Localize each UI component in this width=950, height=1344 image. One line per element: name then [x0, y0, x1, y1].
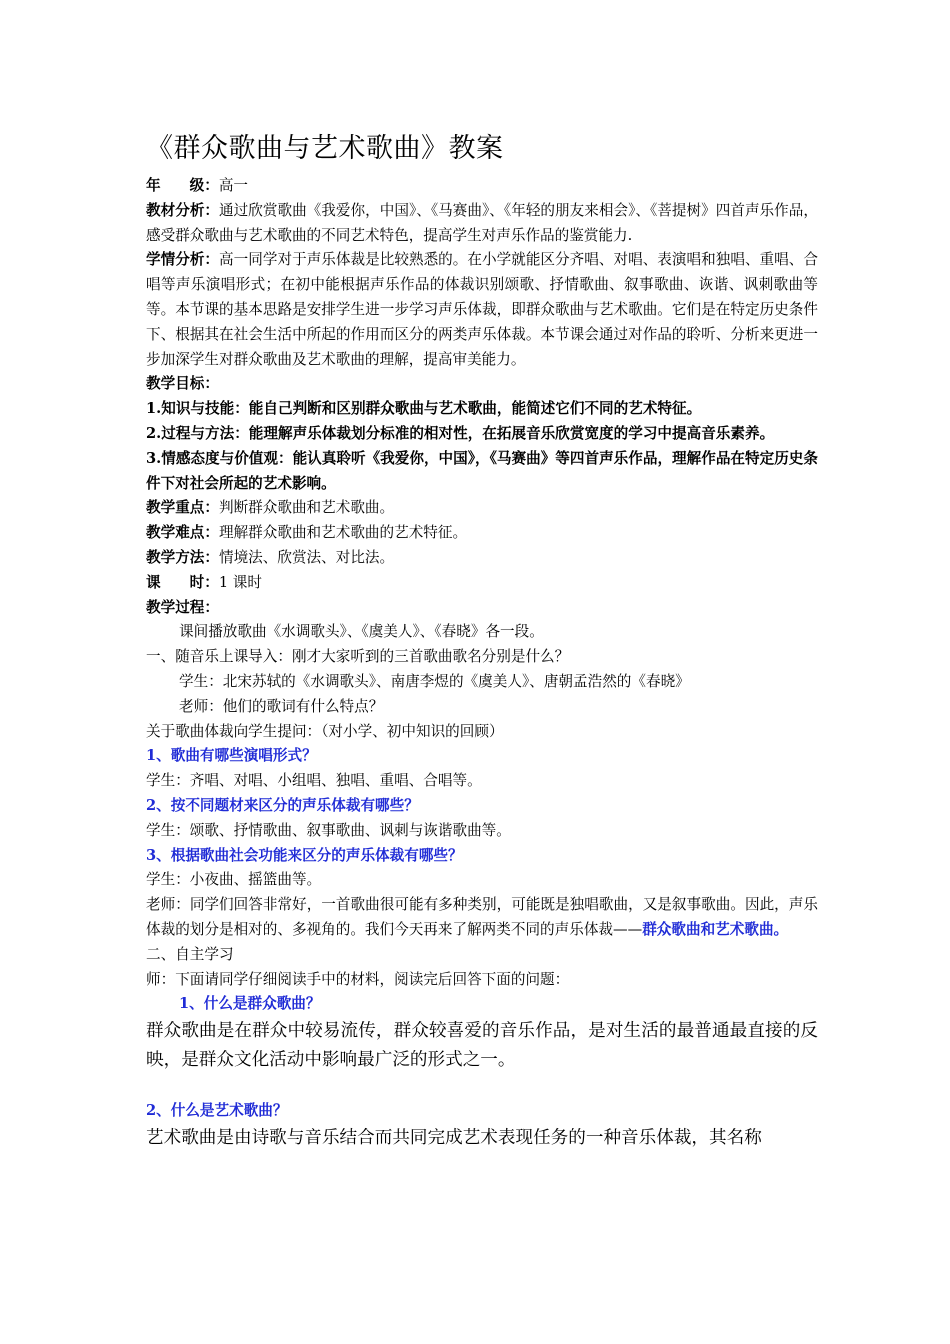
- student-answer: 学生：北宋苏轼的《水调歌头》、南唐李煜的《虞美人》、唐朝孟浩然的《春晓》: [179, 672, 690, 690]
- material-analysis: [146, 199, 818, 249]
- sub-question-2: 2、什么是艺术歌曲？: [146, 1102, 288, 1120]
- teacher-summary-text: 老师：同学们回答非常好，一首歌曲很可能有多种类别，可能既是独唱歌曲，又是叙事歌曲。因此，声乐体裁的划分是相对的、多视角的。我们今天再来了解两类不同的声乐体裁——: [146, 896, 818, 938]
- goals-heading: 教学目标：: [146, 375, 219, 393]
- key-label: 教学重点：: [146, 499, 219, 517]
- students-label: 学情分析：: [146, 251, 220, 269]
- question-1: 1、歌曲有哪些演唱形式？: [146, 747, 317, 765]
- teacher-question: 老师：他们的歌词有什么特点？: [179, 697, 384, 715]
- material-text: 通过欣赏歌曲《我爱你，中国》、《马赛曲》、《年轻的朋友来相会》、《菩提树》四首声乐作品，感受群众歌曲与艺术歌曲的不同艺术特色，提高学生对声乐作品的鉴赏能力.: [146, 201, 818, 244]
- document-title: 《群众歌曲与艺术歌曲》教案: [146, 133, 504, 164]
- key-value: 判断群众歌曲和艺术歌曲。: [218, 499, 395, 517]
- student-analysis: [146, 248, 818, 372]
- teacher-summary: [146, 893, 818, 943]
- students-text: 高一同学对于声乐体裁是比较熟悉的。在小学就能区分齐唱、对唱、表演唱和独唱、重唱、合唱等声乐演唱形式；在初中能根据声乐作品的体裁识别颂歌、抒情歌曲、叙事歌曲、诙谐、讽刺歌曲等等。本节课的基本思路是安排学生进一步学习声乐体裁，即群众歌曲与艺术歌曲。它们是在特定历史条件下、根据其在社会生活中所起的作用而区分的两类声乐体裁。本节课会通过对作品的聆听、分析来更进一步加深学生对群众歌曲及艺术歌曲的理解，提高审美能力。: [146, 251, 818, 368]
- method-value: 情境法、欣赏法、对比法。: [218, 548, 395, 566]
- lesson-plan-body: [146, 126, 818, 1153]
- answer-3: 学生：小夜曲、摇篮曲等。: [146, 871, 322, 889]
- goal-item: 2.过程与方法：能理解声乐体裁划分标准的相对性，在拓展音乐欣赏宽度的学习中提高音乐素养。: [146, 424, 775, 442]
- method-row: [146, 546, 818, 571]
- key-point-row: [146, 496, 818, 521]
- difficulty-label: 教学难点：: [146, 524, 219, 542]
- teacher-summary-emphasis: 群众歌曲和艺术歌曲。: [642, 920, 789, 938]
- hours-label-b: 时：: [189, 573, 219, 591]
- grade-label-a: 年: [146, 177, 161, 194]
- grade-value: 高一: [218, 177, 249, 194]
- step-two: 二、自主学习: [146, 945, 234, 963]
- answer-1: 学生：齐唱、对唱、小组唱、独唱、重唱、合唱等。: [146, 772, 482, 790]
- step-one: 一、随音乐上课导入：刚才大家听到的三首歌曲歌名分别是什么？: [146, 648, 570, 666]
- teacher-instruction: 师：下面请同学仔细阅读手中的材料，阅读完后回答下面的问题：: [146, 970, 570, 988]
- intro-music: 课间播放歌曲《水调歌头》、《虞美人》、《春晓》各一段。: [179, 623, 544, 641]
- method-label: 教学方法：: [146, 548, 219, 566]
- spacer: [146, 1075, 818, 1099]
- sub-answer-2: 艺术歌曲是由诗歌与音乐结合而共同完成艺术表现任务的一种音乐体裁，其名称: [146, 1127, 762, 1148]
- hours-label-a: 课: [146, 573, 161, 591]
- answer-2: 学生：颂歌、抒情歌曲、叙事歌曲、讽刺与诙谐歌曲等。: [146, 821, 511, 839]
- process-heading: 教学过程：: [146, 598, 219, 616]
- goal-item: 1.知识与技能：能自己判断和区别群众歌曲与艺术歌曲，能简述它们不同的艺术特征。: [146, 400, 702, 418]
- difficulty-value: 理解群众歌曲和艺术歌曲的艺术特征。: [218, 524, 468, 542]
- sub-question-1: 1、什么是群众歌曲？: [179, 995, 321, 1013]
- material-label: 教材分析：: [146, 201, 220, 219]
- ask-students: 关于歌曲体裁向学生提问：（对小学、初中知识的回顾）: [146, 722, 504, 740]
- sub-answer-1: 群众歌曲是在群众中较易流传，群众较喜爱的音乐作品，是对生活的最普通最直接的反映，是群众文化活动中影响最广泛的形式之一。: [146, 1021, 818, 1071]
- question-2: 2、按不同题材来区分的声乐体裁有哪些？: [146, 796, 419, 814]
- hours-value: 1 课时: [218, 573, 262, 591]
- hours-row: [146, 571, 818, 596]
- difficulty-row: [146, 521, 818, 546]
- grade-label-b: 级：: [189, 177, 219, 194]
- goal-item: 3.情感态度与价值观：能认真聆听《我爱你，中国》，《马赛曲》等四首声乐作品，理解作品在特定历史条件下对社会所起的艺术影响。: [146, 449, 818, 492]
- question-3: 3、根据歌曲社会功能来区分的声乐体裁有哪些？: [146, 846, 463, 864]
- grade-row: [146, 174, 818, 199]
